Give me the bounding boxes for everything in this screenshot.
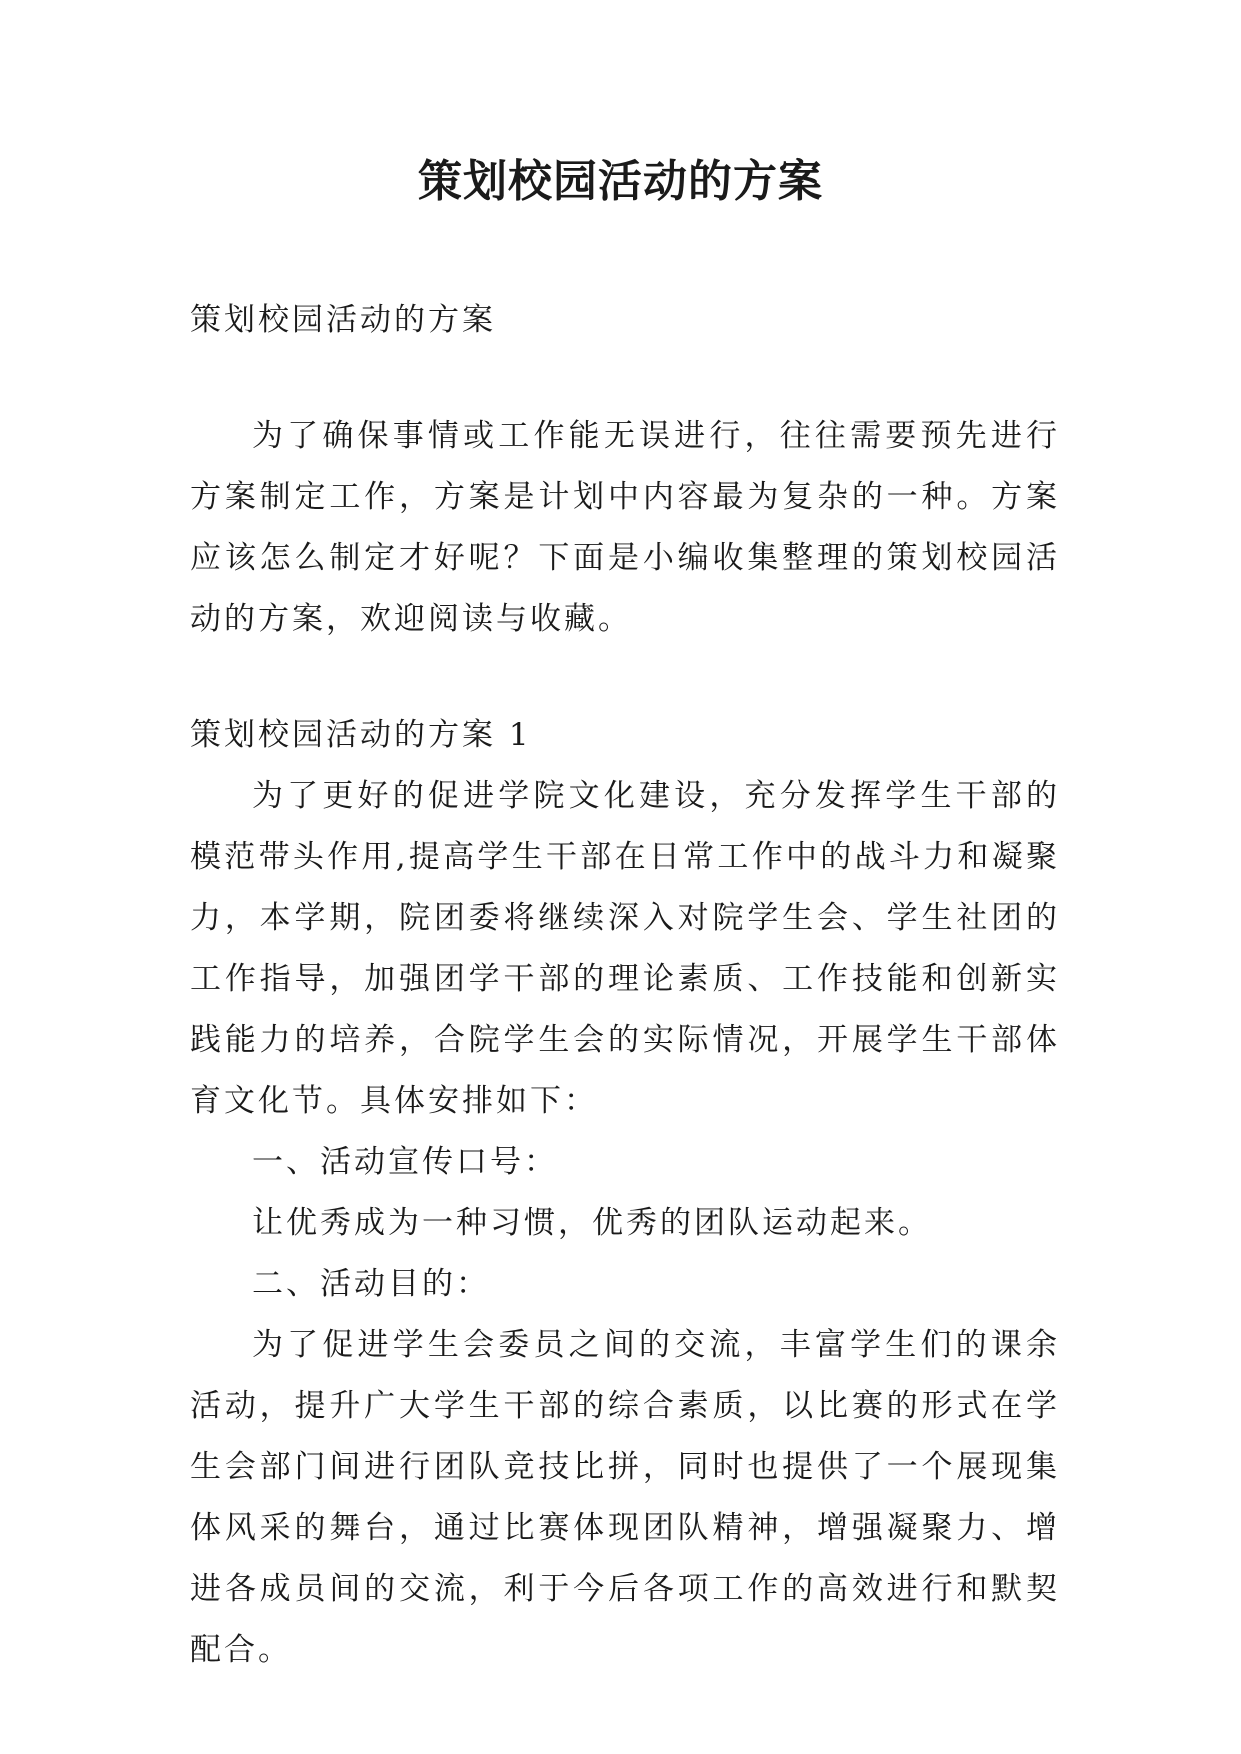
slogan-text: 让优秀成为一种习惯，优秀的团队运动起来。: [252, 1205, 932, 1241]
document-subtitle: 策划校园活动的方案: [190, 302, 496, 338]
section-paragraph: 为了更好的促进学院文化建设，充分发挥学生干部的模范带头作用,提高学生干部在日常工作中的战斗力和凝聚力，本学期，院团委将继续深入对院学生会、学生社团的工作指导，加强团学干部的理论素质、工作技能和创新实践能力的培养，合院学生会的实际情况，开展学生干部体育文化节。具体安排如下：: [190, 778, 1060, 1119]
intro-paragraph: 为了确保事情或工作能无误进行，往往需要预先进行方案制定工作，方案是计划中内容最为复杂的一种。方案应该怎么制定才好呢？下面是小编收集整理的策划校园活动的方案，欢迎阅读与收藏。: [190, 418, 1060, 637]
document-body: [190, 290, 1060, 1681]
purpose-heading: 二、活动目的：: [252, 1266, 490, 1302]
purpose-text: 为了促进学生会委员之间的交流，丰富学生们的课余活动，提升广大学生干部的综合素质，以比赛的形式在学生会部门间进行团队竞技比拼，同时也提供了一个展现集体风采的舞台，通过比赛体现团队精神，增强凝聚力、增进各成员间的交流，利于今后各项工作的高效进行和默契配合。: [190, 1327, 1060, 1668]
document-title: 策划校园活动的方案: [418, 156, 823, 207]
slogan-heading: 一、活动宣传口号：: [252, 1144, 558, 1180]
section-heading: 策划校园活动的方案 1: [190, 717, 532, 753]
